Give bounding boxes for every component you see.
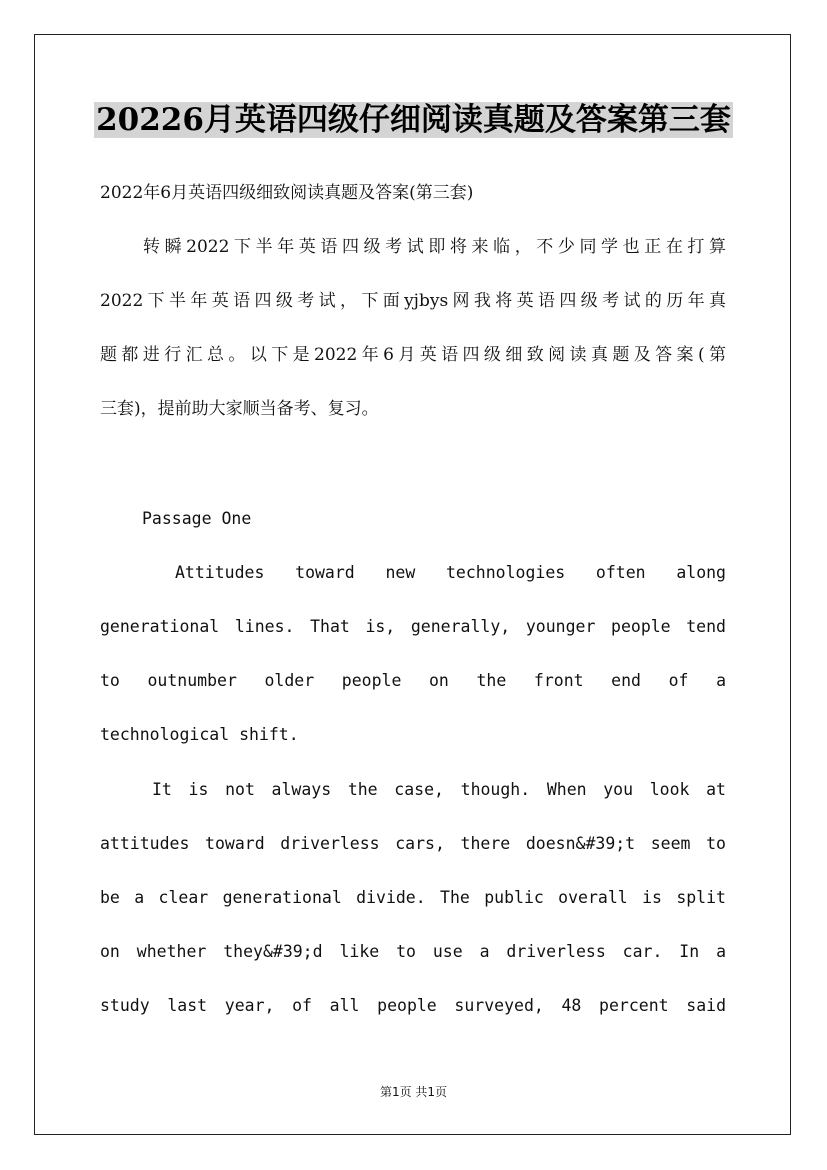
passage-line: Attitudes toward new technologies often along [175, 563, 726, 582]
passage-line: study last year, of all people surveyed, 48 percent said [100, 996, 726, 1015]
intro-line: 三套)，提前助大家顺当备考、复习。 [100, 399, 379, 419]
passage-line: be a clear generational divide. The public overall is split [100, 888, 726, 907]
passage-line: attitudes toward driverless cars, there doesn&#39;t seem to [100, 834, 726, 853]
intro-line: 题都进行汇总。以下是2022年6月英语四级细致阅读真题及答案(第 [100, 345, 726, 365]
document-title: 20226月英语四级仔细阅读真题及答案第三套 [96, 102, 731, 138]
page-footer: 第1页 共1页 [379, 1085, 448, 1099]
passage-line: to outnumber older people on the front end of a [100, 671, 726, 690]
passage-heading: Passage One [142, 509, 252, 528]
intro-line: 转瞬2022下半年英语四级考试即将来临，不少同学也正在打算 [143, 237, 726, 257]
passage-line: It is not always the case, though. When you look at [152, 780, 726, 799]
document-subtitle: 2022年6月英语四级细致阅读真题及答案(第三套) [100, 183, 474, 203]
passage-line: on whether they&#39;d like to use a driverless car. In a [100, 942, 726, 961]
passage-line: technological shift. [100, 725, 299, 744]
passage-line: generational lines. That is, generally, younger people tend [100, 617, 726, 636]
intro-line: 2022下半年英语四级考试，下面yjbys网我将英语四级考试的历年真 [100, 291, 726, 311]
